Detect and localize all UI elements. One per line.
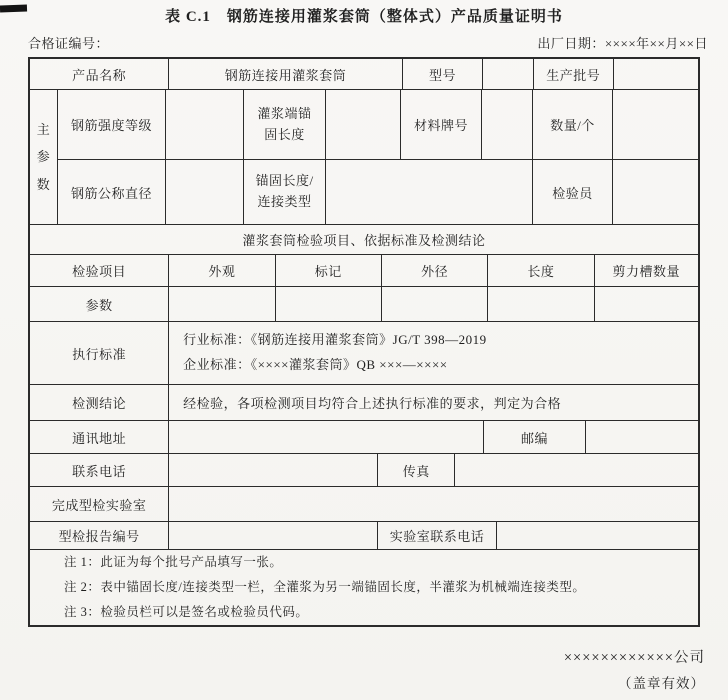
row-lab bbox=[30, 487, 698, 522]
product-name-value: 钢筋连接用灌浆套筒 bbox=[169, 59, 403, 90]
row-address bbox=[30, 421, 698, 454]
inspector-value-cell bbox=[613, 160, 698, 225]
inspection-item-label: 检验项目 bbox=[30, 255, 169, 287]
row-params bbox=[30, 287, 698, 322]
certificate-table bbox=[28, 57, 700, 627]
conclusion-label: 检测结论 bbox=[30, 385, 169, 421]
main-params-label: 主参数 bbox=[30, 90, 58, 225]
postcode-value-cell bbox=[586, 421, 698, 454]
enterprise-standard-line: 企业标准：《××××灌浆套筒》QB ×××—×××× bbox=[183, 357, 448, 372]
phone-label: 联系电话 bbox=[30, 454, 169, 487]
standards-content bbox=[169, 322, 698, 385]
quantity-label: 数量/个 bbox=[533, 90, 613, 160]
strength-value-cell bbox=[166, 90, 244, 160]
param-outer-diameter-cell bbox=[382, 287, 488, 322]
note-3: 注 3：检验员栏可以是签名或检验员代码。 bbox=[64, 605, 309, 619]
company-name: ××××××××××××公司 bbox=[563, 650, 705, 666]
fax-label: 传真 bbox=[378, 454, 456, 487]
param-label: 参数 bbox=[30, 287, 169, 322]
batch-value-cell bbox=[614, 59, 698, 90]
address-label: 通讯地址 bbox=[30, 421, 169, 454]
param-length-cell bbox=[488, 287, 594, 322]
product-name-label: 产品名称 bbox=[30, 59, 169, 90]
batch-label: 生产批号 bbox=[534, 59, 614, 90]
row-report bbox=[30, 522, 698, 550]
row-inspection-headers bbox=[30, 255, 698, 287]
grout-anchor-value-cell bbox=[326, 90, 401, 160]
lab-value-cell bbox=[169, 487, 698, 522]
main-params-group bbox=[58, 90, 698, 225]
col-length: 长度 bbox=[488, 255, 594, 287]
row-diameter bbox=[58, 160, 698, 225]
standards-label: 执行标准 bbox=[30, 322, 169, 385]
row-product bbox=[30, 59, 698, 90]
material-label: 材料牌号 bbox=[401, 90, 482, 160]
diameter-label: 钢筋公称直径 bbox=[58, 160, 166, 225]
material-value-cell bbox=[482, 90, 533, 160]
diameter-value-cell bbox=[166, 160, 244, 225]
model-label: 型号 bbox=[403, 59, 484, 90]
strength-label: 钢筋强度等级 bbox=[58, 90, 166, 160]
certificate-no-label: 合格证编号： bbox=[28, 36, 110, 51]
lab-label: 完成型检实验室 bbox=[30, 487, 169, 522]
industry-standard-line: 行业标准：《钢筋连接用灌浆套筒》JG/T 398—2019 bbox=[183, 332, 487, 348]
note-1: 注 1：此证为每个批号产品填写一张。 bbox=[64, 555, 283, 569]
grout-anchor-label: 灌浆端锚固长度 bbox=[244, 90, 326, 160]
row-main-params bbox=[30, 90, 698, 225]
model-value-cell bbox=[483, 59, 534, 90]
notes-block bbox=[30, 550, 698, 625]
param-appearance-cell bbox=[169, 287, 275, 322]
quantity-value-cell bbox=[613, 90, 698, 160]
lab-phone-label: 实验室联系电话 bbox=[378, 522, 497, 550]
factory-date-label: 出厂日期：××××年××月××日 bbox=[537, 36, 708, 51]
address-value-cell bbox=[169, 421, 484, 454]
row-section-header bbox=[30, 225, 698, 255]
document-title: 表 C.1 钢筋连接用灌浆套筒（整体式）产品质量证明书 bbox=[165, 9, 563, 25]
inspector-label: 检验员 bbox=[533, 160, 613, 225]
row-standards bbox=[30, 322, 698, 385]
param-marking-cell bbox=[276, 287, 382, 322]
row-conclusion bbox=[30, 385, 698, 421]
report-no-label: 型检报告编号 bbox=[30, 522, 169, 550]
meta-row bbox=[28, 33, 708, 52]
report-no-value-cell bbox=[169, 522, 378, 550]
lab-phone-value-cell bbox=[497, 522, 698, 550]
col-shear-grooves: 剪力槽数量 bbox=[595, 255, 698, 287]
conclusion-value: 经检验，各项检测项目均符合上述执行标准的要求，判定为合格 bbox=[169, 385, 698, 421]
phone-value-cell bbox=[169, 454, 378, 487]
fax-value-cell bbox=[455, 454, 698, 487]
col-outer-diameter: 外径 bbox=[382, 255, 488, 287]
row-strength bbox=[58, 90, 698, 160]
col-appearance: 外观 bbox=[169, 255, 275, 287]
anchor-type-value-cell bbox=[326, 160, 533, 225]
col-marking: 标记 bbox=[276, 255, 382, 287]
postcode-label: 邮编 bbox=[484, 421, 585, 454]
note-2: 注 2：表中锚固长度/连接类型一栏，全灌浆为另一端锚固长度，半灌浆为机械端连接类型。 bbox=[64, 580, 586, 594]
seal-note: （盖章有效） bbox=[618, 676, 705, 691]
row-phone bbox=[30, 454, 698, 487]
anchor-type-label: 锚固长度/连接类型 bbox=[244, 160, 326, 225]
row-notes bbox=[30, 550, 698, 625]
section-header: 灌浆套筒检验项目、依据标准及检测结论 bbox=[30, 225, 698, 255]
param-shear-grooves-cell bbox=[595, 287, 698, 322]
